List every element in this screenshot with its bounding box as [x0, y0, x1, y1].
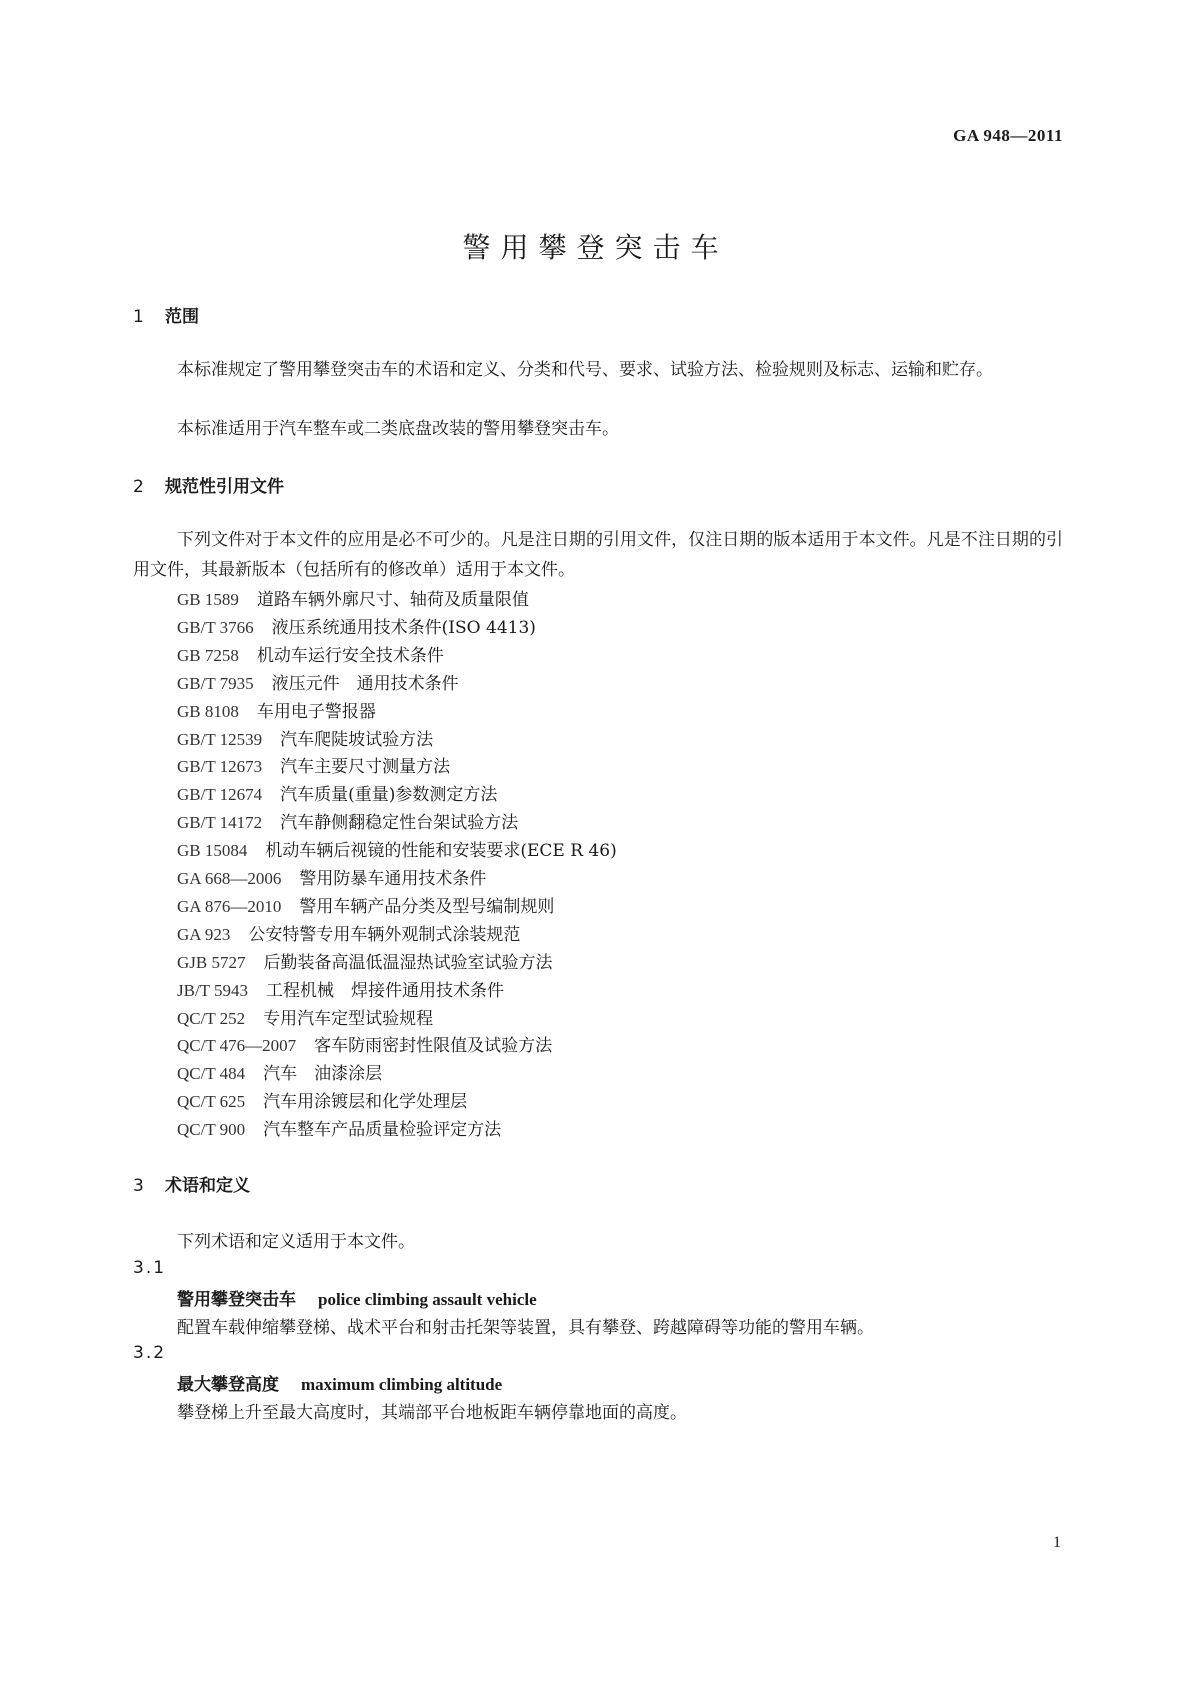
- reference-code: GA 923: [177, 924, 231, 944]
- term-definition: 攀登梯上升至最大高度时，其端部平台地板距车辆停靠地面的高度。: [177, 1403, 687, 1423]
- reference-title: 汽车用涂镀层和化学处理层: [263, 1092, 468, 1113]
- reference-title: 液压系统通用技术条件(ISO 4413): [271, 617, 536, 638]
- reference-title: 汽车主要尺寸测量方法: [280, 757, 451, 778]
- section-title: 规范性引用文件: [165, 477, 284, 497]
- reference-title: 专用汽车定型试验规程: [263, 1008, 434, 1029]
- reference-item: [177, 1004, 433, 1029]
- term-chinese: 最大攀登高度: [177, 1375, 279, 1395]
- reference-title: 汽车静侧翻稳定性台架试验方法: [280, 813, 519, 834]
- paragraph: 本标准适用于汽车整车或二类底盘改装的警用攀登突击车。: [177, 419, 619, 439]
- reference-item: [177, 1115, 501, 1140]
- reference-item: [177, 780, 497, 805]
- paragraph: 本标准规定了警用攀登突击车的术语和定义、分类和代号、要求、试验方法、检验规则及标志、运输和贮存。: [177, 360, 993, 380]
- reference-title: 客车防雨密封性限值及试验方法: [314, 1036, 553, 1057]
- document-title: 警用攀登突击车: [462, 231, 729, 264]
- reference-item: [177, 697, 376, 722]
- reference-code: GB/T 12539: [177, 729, 263, 749]
- reference-item: [177, 1087, 467, 1112]
- reference-code: GA 668—2006: [177, 869, 282, 888]
- reference-title: 工程机械 焊接件通用技术条件: [266, 980, 505, 1001]
- reference-title: 公安特警专用车辆外观制式涂装规范: [248, 924, 521, 945]
- reference-item: [177, 585, 529, 610]
- term-chinese: 警用攀登突击车: [177, 1290, 296, 1310]
- reference-item: [177, 613, 536, 638]
- page-number: 1: [1053, 1534, 1061, 1551]
- term-definition: 配置车载伸缩攀登梯、战术平台和射击托架等装置，具有攀登、跨越障碍等功能的警用车辆。: [177, 1318, 874, 1338]
- reference-title: 汽车爬陡坡试验方法: [280, 729, 434, 750]
- reference-title: 机动车运行安全技术条件: [256, 645, 444, 666]
- reference-code: GB/T 14172: [177, 813, 263, 833]
- reference-code: QC/T 900: [177, 1120, 246, 1140]
- clause-number: 3.1: [133, 1258, 167, 1278]
- reference-code: GB/T 3766: [177, 617, 254, 637]
- paragraph: 下列术语和定义适用于本文件。: [177, 1232, 415, 1252]
- reference-code: GA 876—2010: [177, 896, 282, 916]
- section-number: 3: [133, 1176, 144, 1196]
- reference-item: [177, 920, 520, 945]
- reference-title: 后勤装备高温低温湿热试验室试验方法: [263, 952, 553, 973]
- reference-item: [177, 976, 504, 1001]
- reference-item: [177, 1031, 552, 1056]
- reference-title: 汽车整车产品质量检验评定方法: [263, 1120, 502, 1141]
- section-3-heading: [133, 1171, 250, 1196]
- reference-item: [177, 948, 552, 973]
- reference-item: [177, 892, 554, 917]
- reference-code: QC/T 476—2007: [177, 1036, 297, 1056]
- reference-code: GB 8108: [177, 701, 239, 721]
- reference-item: [177, 808, 518, 833]
- reference-code: QC/T 252: [177, 1008, 246, 1028]
- reference-title: 液压元件 通用技术条件: [271, 673, 459, 694]
- reference-item: [177, 836, 617, 861]
- reference-code: GJB 5727: [177, 952, 246, 972]
- section-1-heading: [133, 302, 199, 327]
- reference-item: [177, 864, 486, 889]
- reference-code: GB 15084: [177, 841, 248, 861]
- reference-title: 车用电子警报器: [256, 701, 376, 722]
- section-number: 1: [133, 307, 144, 327]
- reference-code: GB/T 12673: [177, 757, 263, 777]
- section-2-heading: [133, 472, 284, 497]
- term-english: maximum climbing altitude: [301, 1375, 503, 1394]
- reference-title: 汽车质量(重量)参数测定方法: [280, 785, 498, 806]
- reference-item: [177, 752, 450, 777]
- paragraph: 下列文件对于本文件的应用是必不可少的。凡是注日期的引用文件，仅注日期的版本适用于本文件。凡是不注日期的引用文件，其最新版本（包括所有的修改单）适用于本文件。: [133, 530, 1063, 580]
- term-english: police climbing assault vehicle: [318, 1290, 537, 1309]
- reference-title: 汽车 油漆涂层: [263, 1064, 383, 1085]
- term-heading: [177, 1285, 537, 1310]
- reference-code: JB/T 5943: [177, 980, 249, 1000]
- section-title: 术语和定义: [165, 1176, 250, 1196]
- document-code: GA 948—2011: [953, 126, 1063, 145]
- clause-number: 3.2: [133, 1343, 167, 1363]
- reference-title: 道路车辆外廓尺寸、轴荷及质量限值: [256, 590, 529, 610]
- section-title: 范围: [165, 307, 199, 327]
- reference-code: GB/T 7935: [177, 673, 254, 693]
- reference-code: GB 7258: [177, 645, 239, 665]
- reference-code: GB/T 12674: [177, 785, 263, 805]
- reference-title: 警用防暴车通用技术条件: [299, 869, 487, 889]
- reference-item: [177, 641, 444, 666]
- reference-code: QC/T 625: [177, 1092, 246, 1112]
- reference-title: 机动车辆后视镜的性能和安装要求(ECE R 46): [265, 841, 617, 862]
- term-heading: [177, 1370, 502, 1395]
- reference-code: QC/T 484: [177, 1064, 246, 1084]
- reference-item: [177, 725, 433, 750]
- reference-code: GB 1589: [177, 590, 239, 609]
- reference-item: [177, 1059, 382, 1084]
- reference-title: 警用车辆产品分类及型号编制规则: [299, 896, 555, 917]
- section-number: 2: [133, 477, 144, 497]
- reference-item: [177, 669, 459, 694]
